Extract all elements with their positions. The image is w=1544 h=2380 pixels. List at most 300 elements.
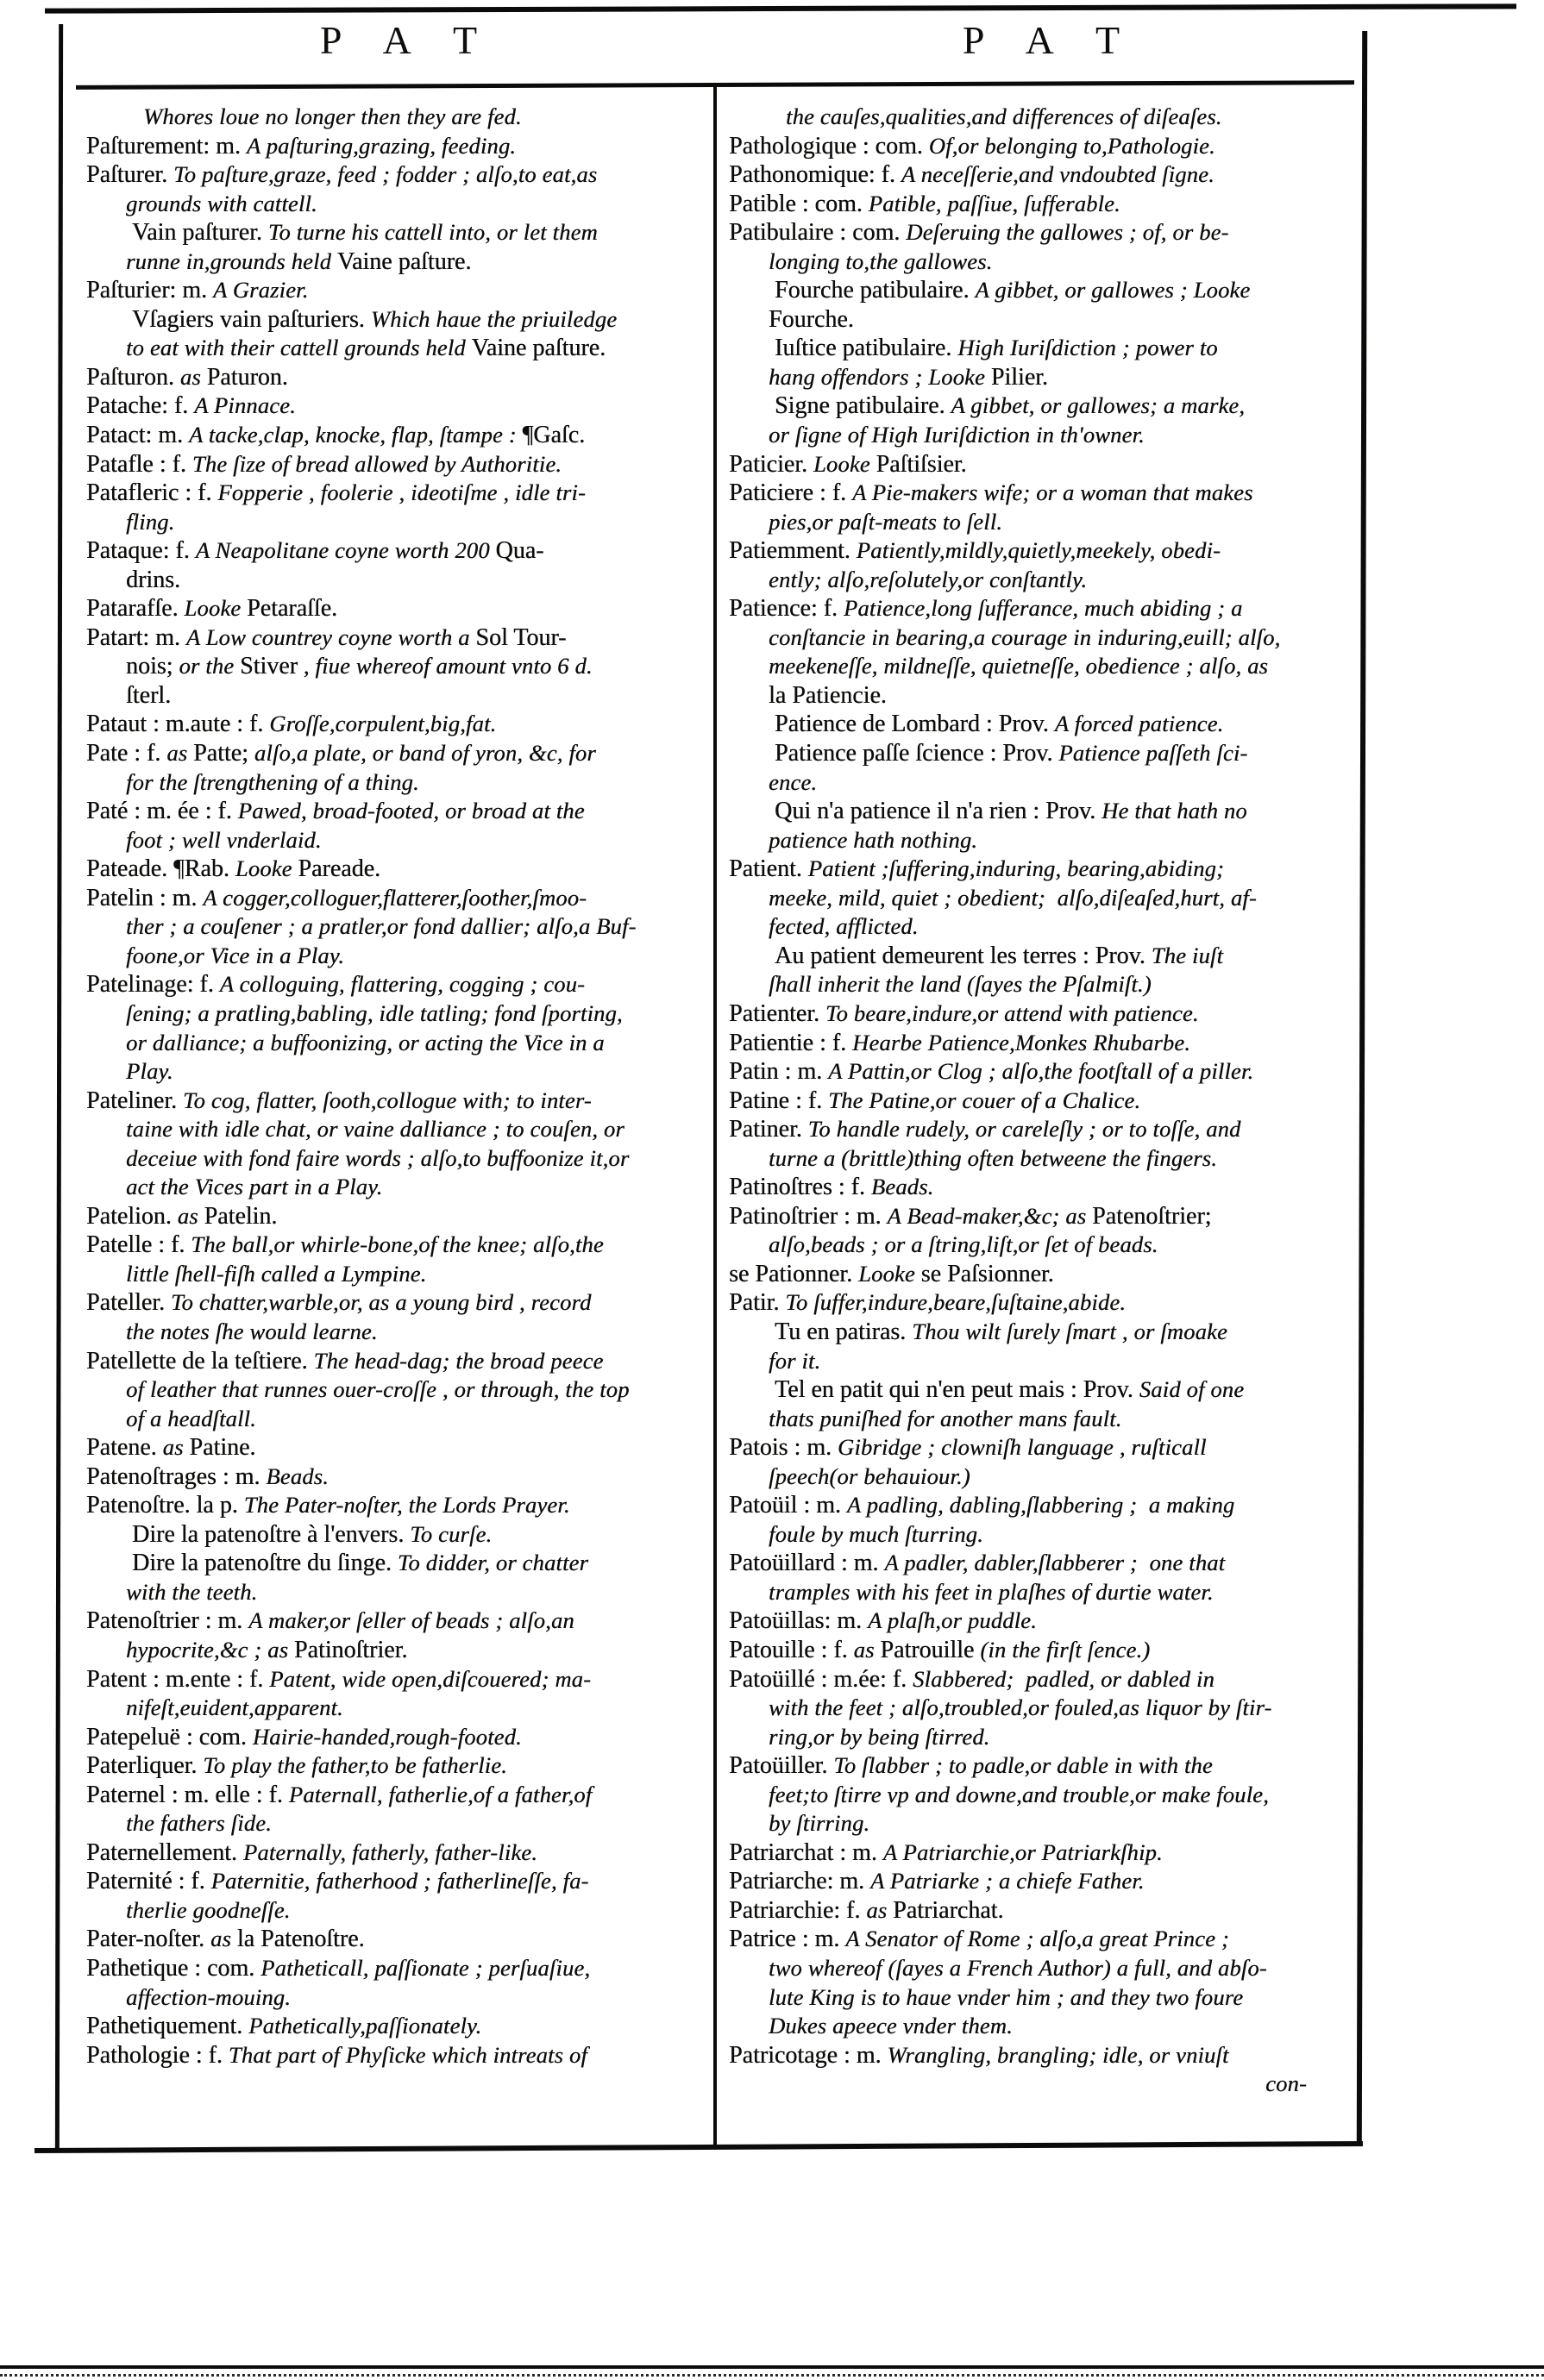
headword-text: Iuſtice patibulaire. — [775, 335, 958, 362]
definition-text: To ſlabber ; to padle,or dable in with the — [833, 1752, 1213, 1779]
definition-text: A neceſſerie,and vndoubted ſigne. — [901, 161, 1214, 188]
dictionary-line — [86, 1057, 714, 1087]
page-bottom-scan-noise — [0, 2374, 1544, 2377]
dictionary-line — [86, 479, 714, 508]
definition-text: as — [853, 1636, 881, 1663]
dictionary-line — [86, 132, 714, 161]
headword-text: ¶Gaſc. — [522, 422, 586, 449]
dictionary-line — [86, 1173, 714, 1202]
definition-text: meekeneſſe, mildneſſe, quietneſſe, obedience ; alſo, as — [769, 653, 1269, 680]
definition-text: or dalliance; a buffoonizing, or acting the Vice in a — [126, 1029, 605, 1055]
headword-text: Stiver — [240, 653, 298, 680]
headword-text: la Patiencie. — [769, 681, 887, 709]
definition-text: Slabbered; padled, or dabled in — [913, 1665, 1214, 1692]
dictionary-line — [86, 1694, 714, 1723]
dictionary-line — [86, 1896, 714, 1926]
dictionary-line — [86, 1809, 714, 1838]
dictionary-line — [729, 2041, 1357, 2070]
dictionary-line — [729, 1606, 1357, 1636]
definition-text: foule by much ſturring. — [769, 1520, 983, 1547]
dictionary-line — [729, 2012, 1357, 2041]
dictionary-line — [729, 1057, 1357, 1087]
definition-text: patience hath nothing. — [769, 826, 978, 853]
dictionary-line — [86, 942, 714, 971]
headword-text: Patiemment. — [729, 537, 857, 565]
definition-text: A Neapolitane coyne worth 200 — [195, 537, 496, 564]
definition-text: deceiue with fond faire words ; alſo,to buffoonize it,or — [126, 1144, 630, 1171]
dictionary-line — [86, 421, 714, 450]
definition-text: A Pinnace. — [194, 392, 296, 419]
definition-text: The Patine,or couer of a Chalice. — [828, 1087, 1141, 1113]
headword-text: Paſtiſsier. — [876, 450, 967, 478]
dictionary-line — [86, 1954, 714, 1983]
headword-text: Au patient demeurent les terres : Prov. — [775, 942, 1152, 969]
dictionary-line — [729, 218, 1357, 247]
definition-text: alſo,beads ; or a ſtring,liſt,or ſet of beads. — [769, 1231, 1158, 1258]
definition-text: Fopperie , foolerie , ideotiſme , idle tri- — [217, 479, 586, 506]
dictionary-line — [729, 1954, 1357, 1983]
definition-text: two whereof (ſayes a French Author) a full, and abſo- — [769, 1955, 1267, 1981]
definition-text: Deſeruing the gallowes ; of, or be- — [906, 219, 1229, 246]
definition-text: therlie goodneſſe. — [126, 1896, 291, 1923]
dictionary-line — [86, 594, 714, 623]
definition-text: To beare,indure,or attend with patience. — [825, 999, 1199, 1026]
definition-text: longing to,the gallowes. — [769, 247, 993, 274]
dictionary-line — [86, 1462, 714, 1492]
dictionary-line — [729, 1781, 1357, 1810]
definition-text: conſtancie in bearing,a courage in induring,euill; alſo, — [769, 623, 1281, 650]
dictionary-line — [729, 1433, 1357, 1462]
definition-text: High Iuriſdiction ; power to — [957, 335, 1218, 361]
dictionary-line — [86, 826, 714, 855]
dictionary-line — [729, 508, 1357, 537]
headword-text: Patact: m. — [86, 422, 189, 449]
dictionary-line — [729, 391, 1357, 421]
definition-text: Patience paſſeth ſci- — [1058, 740, 1248, 767]
dictionary-line — [86, 566, 714, 595]
dictionary-line — [86, 681, 714, 711]
headword-text: Patoüillas: m. — [729, 1607, 868, 1635]
definition-text: Which haue the priuiledge — [370, 305, 618, 332]
definition-text: A padling, dabling,ſlabbering ; a making — [846, 1492, 1235, 1519]
headword-text: Patois : m. — [729, 1434, 838, 1462]
headword-text: drins. — [126, 566, 180, 593]
headword-text: Patrouille — [880, 1636, 981, 1663]
headword-text: Dire la patenoſtre à l'envers. — [132, 1520, 411, 1548]
definition-text: by ſtirring. — [769, 1810, 870, 1837]
definition-text: A Pattin,or Clog ; alſo,the footſtall of a piller. — [828, 1058, 1254, 1085]
dictionary-line — [729, 1405, 1357, 1434]
definition-text: for it. — [769, 1347, 821, 1374]
definition-text: A colloguing, flattering, cogging ; cou- — [219, 971, 586, 998]
dictionary-line — [86, 797, 714, 826]
dictionary-line — [86, 999, 714, 1029]
definition-text: A tacke,clap, knocke, flap, ſtampe : — [188, 422, 523, 448]
headword-text: Patriarchie: f. — [729, 1896, 867, 1924]
headword-text: Patart: m. — [86, 623, 186, 651]
headword-text: Patience: f. — [729, 595, 844, 623]
definition-text: Patiently,mildly,quietly,meekely, obedi- — [856, 537, 1221, 564]
definition-text: as — [866, 1896, 894, 1923]
definition-text: affection-mouing. — [126, 1983, 292, 2010]
dictionary-line — [729, 450, 1357, 479]
definition-text: ence. — [769, 768, 818, 795]
headword-text: se Paſsionner. — [920, 1260, 1054, 1287]
headword-text: Patiner. — [729, 1116, 808, 1143]
definition-text: Patent, wide open,diſcouered; ma- — [269, 1665, 592, 1692]
dictionary-line — [86, 218, 714, 247]
headword-text: Pateller. — [86, 1289, 171, 1317]
dictionary-line — [86, 1288, 714, 1318]
page-bottom-scan-edge — [0, 2365, 1544, 2369]
headword-text: Patriarchat : m. — [729, 1838, 883, 1866]
dictionary-line — [86, 912, 714, 942]
headword-text: Tel en patit qui n'en peut mais : Prov. — [775, 1376, 1139, 1404]
definition-text: Looke — [858, 1260, 921, 1287]
headword-text: Pataque: f. — [86, 537, 196, 565]
headword-text: se Pationner. — [729, 1260, 859, 1287]
definition-text: A gibbet, or gallowes ; Looke — [975, 277, 1251, 304]
definition-text: as — [162, 1434, 190, 1461]
headword-text: Patoüiller. — [729, 1752, 834, 1780]
headword-text: Patte; — [193, 740, 254, 767]
headword-text: Patent : m.ente : f. — [86, 1665, 270, 1693]
headword-text: Patenoſtrages : m. — [86, 1462, 267, 1490]
dictionary-line — [86, 1433, 714, 1462]
running-head-right: P A T — [962, 18, 1138, 62]
definition-text: grounds with cattell. — [126, 190, 317, 216]
headword-text: Patenoſtrier : m. — [86, 1607, 249, 1635]
dictionary-line — [729, 1087, 1357, 1116]
definition-text: feet;to ſtirre vp and downe,and trouble,or make foule, — [769, 1781, 1269, 1807]
headword-text: Pilier. — [990, 363, 1048, 391]
dictionary-line — [86, 247, 714, 277]
dictionary-line — [729, 652, 1357, 681]
dictionary-line — [86, 363, 714, 392]
headword-text: Paterliquer. — [86, 1752, 204, 1780]
dictionary-line — [729, 797, 1357, 826]
definition-text: He that hath no — [1102, 798, 1247, 824]
headword-text: Pateade. ¶Rab. — [86, 855, 235, 883]
headword-text: Patient. — [729, 855, 808, 883]
dictionary-line — [86, 1549, 714, 1578]
dictionary-line — [729, 276, 1357, 305]
definition-text: Thou wilt ſurely ſmart , or ſmoake — [912, 1318, 1227, 1344]
dictionary-line — [86, 1520, 714, 1550]
dictionary-line — [86, 103, 714, 132]
definition-text: meeke, mild, quiet ; obedient; alſo,diſeaſed,hurt, af- — [769, 884, 1257, 911]
definition-text: To chatter,warble,or, as a young bird , record — [170, 1289, 592, 1316]
definition-text: (in the firſt ſence.) — [980, 1636, 1151, 1663]
definition-text: The iuſt — [1151, 942, 1224, 968]
headword-text: Patine : f. — [729, 1087, 829, 1114]
definition-text: The ſize of bread allowed by Authoritie. — [191, 450, 562, 477]
dictionary-line — [86, 1375, 714, 1405]
left-border-rule — [55, 24, 63, 2152]
headword-text: Paſturement: m. — [86, 132, 247, 160]
dictionary-line — [729, 1867, 1357, 1896]
dictionary-line — [86, 450, 714, 479]
headword-text: Paſturier: m. — [86, 277, 213, 304]
dictionary-line — [729, 855, 1357, 884]
headword-text: la Patenoſtre. — [236, 1926, 365, 1953]
definition-text: as — [166, 740, 194, 767]
dictionary-line — [86, 1115, 714, 1144]
definition-text: Whores loue no longer then they are fed. — [143, 103, 522, 129]
dictionary-line — [729, 1144, 1357, 1174]
dictionary-line — [86, 768, 714, 798]
dictionary-line — [729, 536, 1357, 566]
headword-text: Fourche patibulaire. — [775, 277, 976, 304]
definition-text: the fathers ſide. — [126, 1810, 272, 1837]
definition-text: A Grazier. — [212, 277, 309, 304]
definition-text: The ball,or whirle-bone,of the knee; alſo,the — [191, 1231, 604, 1258]
definition-text: foot ; well vnderlaid. — [126, 826, 322, 853]
dictionary-line — [86, 1838, 714, 1868]
definition-text: Dukes apeece vnder them. — [769, 2013, 1013, 2039]
definition-text: To play the father,to be fatherlie. — [203, 1752, 508, 1779]
definition-text: A padler, dabler,ſlabberer ; one that — [884, 1550, 1226, 1576]
dictionary-line — [729, 1809, 1357, 1838]
definition-text: the notes ſhe would learne. — [126, 1318, 378, 1344]
top-border-rule — [45, 3, 1516, 13]
definition-text: to eat with their cattell grounds held — [126, 335, 472, 361]
definition-text: Pawed, broad-footed, or broad at the — [237, 798, 585, 824]
dictionary-line — [729, 103, 1357, 132]
definition-text: A plaſh,or puddle. — [868, 1607, 1037, 1634]
headword-text: Paſturon. — [86, 363, 180, 391]
headword-text: Pateliner. — [86, 1087, 183, 1114]
dictionary-line — [729, 623, 1357, 653]
definition-text: Patient ;ſuffering,induring, bearing,abiding; — [807, 855, 1225, 882]
dictionary-line — [729, 1231, 1357, 1260]
definition-text: That part of Phyſicke which intreats of — [228, 2041, 587, 2068]
headword-text: Patricotage : m. — [729, 2041, 888, 2069]
dictionary-line — [729, 1173, 1357, 1202]
dictionary-line — [86, 1202, 714, 1231]
headword-text: Patoüillé : m.ée: f. — [729, 1665, 913, 1693]
headword-text: Patelin : m. — [86, 884, 204, 911]
definition-text: the cauſes,qualities,and differences of diſeaſes. — [786, 103, 1222, 129]
dictionary-line — [86, 305, 714, 335]
dictionary-line — [86, 190, 714, 219]
dictionary-line — [86, 391, 714, 421]
headword-text: Signe patibulaire. — [775, 392, 951, 420]
headword-text: Sol Tour- — [475, 623, 567, 651]
definition-text: ther ; a couſener ; a pratler,or fond dallier; alſo,a Buf- — [126, 913, 637, 940]
dictionary-line — [86, 1751, 714, 1781]
definition-text: A Bead-maker,&c; as — [887, 1202, 1093, 1229]
definition-text: fling. — [126, 508, 175, 535]
dictionary-line — [86, 1231, 714, 1260]
definition-text: as — [179, 363, 207, 390]
headword-text: Patenoſtre. la p. — [86, 1492, 244, 1519]
definition-text: Beads. — [870, 1174, 934, 1200]
definition-text: turne a (brittle)thing often betweene the fingers. — [769, 1144, 1218, 1171]
dictionary-line — [86, 1491, 714, 1520]
headword-text: ſterl. — [126, 681, 172, 709]
headword-text: Patoüillard : m. — [729, 1550, 885, 1577]
definition-text: To paſture,graze, feed ; fodder ; alſo,to eat,as — [173, 161, 598, 188]
definition-text: The head-dag; the broad peece — [313, 1347, 604, 1374]
dictionary-line — [86, 508, 714, 537]
definition-text: Beads. — [266, 1462, 329, 1489]
dictionary-line — [86, 855, 714, 884]
definition-text: ſening; a pratling,babling, idle tatling; fond ſporting, — [126, 999, 623, 1026]
definition-text: A Patriarke ; a chiefe Father. — [870, 1868, 1145, 1895]
definition-text: Paternall, fatherlie,of a father,of — [288, 1781, 593, 1807]
definition-text: alſo,a plate, or band of yron, &c, for — [254, 740, 596, 767]
headword-text: Patarafſe. — [86, 595, 185, 623]
headword-text: Pathologique : com. — [729, 132, 929, 160]
definition-text: ſhall inherit the land (ſayes the Pſalmiſt.) — [769, 971, 1152, 998]
definition-text: Paternally, fatherly, father-like. — [242, 1838, 538, 1865]
headword-text: Patache: f. — [86, 392, 195, 420]
definition-text: act the Vices part in a Play. — [126, 1174, 383, 1200]
dictionary-line — [729, 479, 1357, 508]
dictionary-line — [86, 739, 714, 768]
dictionary-line — [729, 190, 1357, 219]
definition-text: con- — [1265, 2070, 1307, 2097]
dictionary-line — [729, 1694, 1357, 1723]
headword-text: Patriarche: m. — [729, 1868, 871, 1895]
dictionary-line — [729, 1896, 1357, 1926]
dictionary-line — [729, 1260, 1357, 1289]
headword-text: Patinoſtrier. — [293, 1636, 408, 1663]
headword-text: Vain paſturer. — [132, 219, 268, 247]
dictionary-line — [86, 1347, 714, 1376]
headword-text: Fourche. — [769, 305, 854, 333]
definition-text: hang offendors ; Looke — [769, 363, 991, 390]
dictionary-line — [729, 739, 1357, 768]
definition-text: A gibbet, or gallowes; a marke, — [951, 392, 1246, 419]
dictionary-line — [729, 970, 1357, 999]
dictionary-line — [86, 1405, 714, 1434]
definition-text: To cog, flatter, ſooth,collogue with; to inter- — [182, 1087, 592, 1113]
headword-text: Qui n'a patience il n'a rien : Prov. — [775, 798, 1102, 825]
definition-text: Of,or belonging to,Pathologie. — [928, 132, 1215, 159]
definition-text: Groſſe,corpulent,big,fat. — [269, 711, 497, 737]
headword-text: Patelinage: f. — [86, 971, 220, 999]
headword-text: Paturon. — [206, 363, 288, 391]
dictionary-line — [729, 942, 1357, 971]
headword-text: Patine. — [189, 1434, 256, 1462]
definition-text: Patience,long ſufferance, much abiding ; a — [843, 595, 1243, 622]
dictionary-line — [729, 1318, 1357, 1347]
definition-text: ently; alſo,reſolutely,or conſtantly. — [769, 566, 1088, 592]
headword-text: Patience paſſe ſcience : Prov. — [775, 740, 1059, 767]
definition-text: runne in,grounds held — [126, 247, 337, 274]
dictionary-line — [729, 884, 1357, 913]
headword-text: Patinoſtres : f. — [729, 1174, 871, 1201]
definition-text: Hairie-handed,rough-footed. — [252, 1723, 522, 1750]
headword-text: Paté : m. ée : f. — [86, 798, 238, 825]
headword-text: Paternité : f. — [86, 1868, 211, 1895]
dictionary-line — [729, 305, 1357, 335]
definition-text: for the ſtrengthening of a thing. — [126, 768, 419, 795]
definition-text: with the feet ; alſo,troubled,or fouled,as liquor by ſtir- — [769, 1694, 1272, 1721]
definition-text: To handle rudely, or careleſly ; or to toſſe, and — [807, 1116, 1241, 1143]
headword-text: Vaine paſture. — [471, 335, 606, 362]
definition-text: To didder, or chatter — [397, 1550, 589, 1576]
definition-text: or the — [179, 653, 241, 680]
dictionary-line — [86, 276, 714, 305]
headword-text: Pareade. — [298, 855, 381, 883]
dictionary-line — [729, 1491, 1357, 1520]
dictionary-line — [729, 768, 1357, 798]
definition-text: A forced patience. — [1054, 711, 1224, 737]
right-border-rule — [1357, 31, 1367, 2145]
dictionary-line — [729, 566, 1357, 595]
dictionary-line — [729, 1578, 1357, 1607]
headword-text: Patoüil : m. — [729, 1492, 847, 1519]
headword-text: Patientie : f. — [729, 1029, 853, 1056]
definition-text: or ſigne of High Iuriſdiction in th'owner. — [769, 422, 1145, 448]
dictionary-line — [729, 363, 1357, 392]
dictionary-line — [86, 2012, 714, 2041]
headword-text: Pathetiquement. — [86, 2013, 249, 2040]
definition-text: Play. — [126, 1058, 173, 1085]
headword-text: Patenoſtrier; — [1092, 1202, 1212, 1230]
definition-text: A Patriarchie,or Patriarkſhip. — [882, 1838, 1163, 1865]
definition-text: lute King is to haue vnder him ; and they two foure — [769, 1983, 1244, 2010]
right-column — [729, 103, 1357, 2099]
bottom-border-rule — [35, 2141, 1363, 2153]
definition-text: Patheticall, paſſionate ; perſuaſiue, — [260, 1955, 591, 1981]
dictionary-line — [86, 1029, 714, 1058]
dictionary-line — [729, 1029, 1357, 1058]
headword-text: Patepeluë : com. — [86, 1723, 253, 1751]
dictionary-line — [729, 1115, 1357, 1144]
dictionary-line — [86, 2041, 714, 2070]
dictionary-line — [729, 1347, 1357, 1376]
dictionary-line — [729, 912, 1357, 942]
headword-text: Patibulaire : com. — [729, 219, 907, 247]
headword-text: Patelion. — [86, 1202, 178, 1230]
headword-text: Patience de Lombard : Prov. — [775, 711, 1055, 738]
definition-text: as — [210, 1926, 237, 1952]
dictionary-line — [86, 970, 714, 999]
definition-text: A maker,or ſeller of beads ; alſo,an — [248, 1607, 574, 1634]
dictionary-line — [729, 1288, 1357, 1318]
dictionary-line — [729, 1983, 1357, 2013]
headword-text: Pater-noſter. — [86, 1926, 211, 1953]
headword-text: Patelle : f. — [86, 1231, 191, 1259]
definition-text: To ſuffer,indure,beare,ſuſtaine,abide. — [785, 1289, 1127, 1316]
headword-text: Pataut : m.aute : f. — [86, 711, 270, 738]
definition-text: Patible, paſſiue, ſufferable. — [868, 190, 1120, 216]
headword-text: Patouille : f. — [729, 1636, 854, 1663]
dictionary-line — [86, 1578, 714, 1607]
headword-text: Patene. — [86, 1434, 163, 1462]
definition-text: thats puniſhed for another mans fault. — [769, 1405, 1122, 1431]
headword-text: Paticiere : f. — [729, 479, 853, 507]
dictionary-line — [729, 1520, 1357, 1550]
headword-text: Patin : m. — [729, 1058, 829, 1086]
definition-text: To curſe. — [410, 1520, 493, 1547]
dictionary-line — [86, 1867, 714, 1896]
dictionary-line — [86, 652, 714, 681]
headword-text: Patellette de la teſtiere. — [86, 1347, 314, 1375]
headword-text: Patienter. — [729, 999, 825, 1027]
headword-text: Paternel : m. elle : f. — [86, 1781, 289, 1808]
definition-text: Looke — [813, 450, 876, 477]
definition-text: ring,or by being ſtirred. — [769, 1723, 990, 1750]
definition-text: Gibridge ; clowniſh language , ruſticall — [838, 1434, 1207, 1461]
definition-text: A paſturing,grazing, feeding. — [246, 132, 517, 159]
dictionary-line — [86, 1087, 714, 1116]
dictionary-line — [86, 1781, 714, 1810]
